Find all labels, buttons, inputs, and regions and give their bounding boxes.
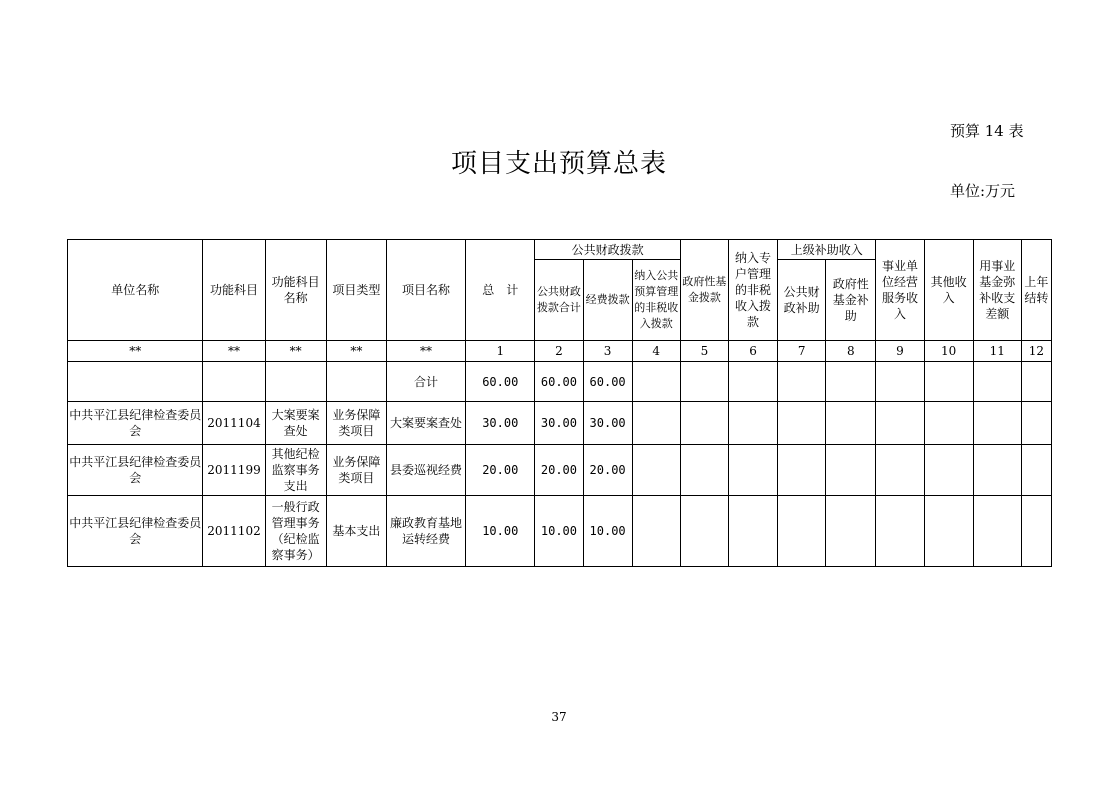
col-header-non-tax-into-budget: 纳入公共预算管理的非税收入拨款 <box>632 260 680 341</box>
funding-allot-cell: 10.00 <box>583 496 632 567</box>
empty-cell <box>728 402 777 445</box>
empty-cell <box>973 496 1021 567</box>
public-fin-subtotal-cell: 20.00 <box>535 445 583 496</box>
empty-cell <box>632 402 680 445</box>
col-header-project-name: 项目名称 <box>386 240 465 341</box>
code-cell: ** <box>265 341 326 362</box>
project-type-cell: 业务保障类项目 <box>326 445 386 496</box>
col-header-carryover: 上年结转 <box>1021 240 1051 341</box>
empty-cell <box>203 362 265 402</box>
empty-cell <box>1021 445 1051 496</box>
project-name-cell: 县委巡视经费 <box>386 445 465 496</box>
unit-name-cell: 中共平江县纪律检查委员会 <box>68 402 203 445</box>
col-header-public-fin-subtotal: 公共财政拨款合计 <box>535 260 583 341</box>
unit-name-cell: 中共平江县纪律检查委员会 <box>68 445 203 496</box>
code-cell: ** <box>386 341 465 362</box>
public-fin-subtotal-cell: 10.00 <box>535 496 583 567</box>
empty-cell <box>924 445 973 496</box>
code-cell: 1 <box>466 341 535 362</box>
empty-cell <box>326 362 386 402</box>
code-cell: 5 <box>680 341 728 362</box>
empty-cell <box>924 496 973 567</box>
table-row <box>68 496 1052 567</box>
func-code-cell: 2011104 <box>203 402 265 445</box>
empty-cell <box>680 362 728 402</box>
func-code-cell: 2011102 <box>203 496 265 567</box>
col-header-business-income: 事业单位经营服务收入 <box>876 240 924 341</box>
col-header-fund-balance: 用事业基金弥补收支差额 <box>973 240 1021 341</box>
col-header-superior-group: 上级补助收入 <box>778 240 876 260</box>
empty-cell <box>778 445 826 496</box>
project-type-cell: 业务保障类项目 <box>326 402 386 445</box>
empty-cell <box>728 445 777 496</box>
col-header-func-code: 功能科目 <box>203 240 265 341</box>
empty-cell <box>680 445 728 496</box>
empty-cell <box>632 362 680 402</box>
project-name-cell: 廉政教育基地运转经费 <box>386 496 465 567</box>
col-header-total: 总 计 <box>466 240 535 341</box>
col-header-gov-fund: 政府性基金拨款 <box>680 240 728 341</box>
code-cell: ** <box>203 341 265 362</box>
col-header-public-fin-group: 公共财政拨款 <box>535 240 680 260</box>
code-cell: ** <box>68 341 203 362</box>
code-cell: 11 <box>973 341 1021 362</box>
total-public-fin-subtotal: 60.00 <box>535 362 583 402</box>
empty-cell <box>924 402 973 445</box>
code-cell: 9 <box>876 341 924 362</box>
func-code-cell: 2011199 <box>203 445 265 496</box>
project-name-cell: 大案要案查处 <box>386 402 465 445</box>
page-title: 项目支出预算总表 <box>450 149 667 179</box>
code-cell: 8 <box>826 341 876 362</box>
empty-cell <box>826 402 876 445</box>
col-header-gov-fund-subsidy: 政府性基金补助 <box>826 260 876 341</box>
empty-cell <box>973 362 1021 402</box>
col-header-unit-name: 单位名称 <box>68 240 203 341</box>
col-header-func-name: 功能科目名称 <box>265 240 326 341</box>
total-cell: 30.00 <box>466 402 535 445</box>
budget-table <box>67 239 1052 567</box>
total-label: 合计 <box>386 362 465 402</box>
empty-cell <box>826 496 876 567</box>
code-cell: 2 <box>535 341 583 362</box>
code-cell: 12 <box>1021 341 1051 362</box>
table-row <box>68 445 1052 496</box>
empty-cell <box>680 496 728 567</box>
table-number: 预算 14 表 <box>950 122 1024 140</box>
empty-cell <box>973 445 1021 496</box>
empty-cell <box>973 402 1021 445</box>
empty-cell <box>924 362 973 402</box>
code-cell: ** <box>326 341 386 362</box>
public-fin-subtotal-cell: 30.00 <box>535 402 583 445</box>
funding-allot-cell: 30.00 <box>583 402 632 445</box>
unit-label: 单位:万元 <box>950 182 1016 200</box>
empty-cell <box>728 362 777 402</box>
empty-cell <box>826 362 876 402</box>
code-cell: 6 <box>728 341 777 362</box>
col-header-special-non-tax: 纳入专户管理的非税收入拨款 <box>728 240 777 341</box>
code-cell: 3 <box>583 341 632 362</box>
empty-cell <box>632 445 680 496</box>
code-row <box>68 341 1052 362</box>
func-name-cell: 大案要案查处 <box>265 402 326 445</box>
col-header-other-income: 其他收入 <box>924 240 973 341</box>
total-row <box>68 362 1052 402</box>
total-cell: 10.00 <box>466 496 535 567</box>
empty-cell <box>68 362 203 402</box>
empty-cell <box>680 402 728 445</box>
empty-cell <box>876 402 924 445</box>
empty-cell <box>265 362 326 402</box>
total-funding-allot: 60.00 <box>583 362 632 402</box>
page-number: 37 <box>551 710 567 724</box>
empty-cell <box>778 496 826 567</box>
func-name-cell: 其他纪检监察事务支出 <box>265 445 326 496</box>
code-cell: 4 <box>632 341 680 362</box>
code-cell: 7 <box>778 341 826 362</box>
empty-cell <box>778 362 826 402</box>
empty-cell <box>728 496 777 567</box>
col-header-public-fin-subsidy: 公共财政补助 <box>778 260 826 341</box>
col-header-project-type: 项目类型 <box>326 240 386 341</box>
empty-cell <box>632 496 680 567</box>
col-header-funding-allot: 经费拨款 <box>583 260 632 341</box>
empty-cell <box>1021 496 1051 567</box>
empty-cell <box>876 496 924 567</box>
empty-cell <box>1021 402 1051 445</box>
total-cell: 20.00 <box>466 445 535 496</box>
empty-cell <box>826 445 876 496</box>
empty-cell <box>876 362 924 402</box>
empty-cell <box>876 445 924 496</box>
total-amount: 60.00 <box>466 362 535 402</box>
empty-cell <box>778 402 826 445</box>
project-type-cell: 基本支出 <box>326 496 386 567</box>
empty-cell <box>1021 362 1051 402</box>
func-name-cell: 一般行政管理事务（纪检监察事务） <box>265 496 326 567</box>
code-cell: 10 <box>924 341 973 362</box>
table-row <box>68 402 1052 445</box>
unit-name-cell: 中共平江县纪律检查委员会 <box>68 496 203 567</box>
funding-allot-cell: 20.00 <box>583 445 632 496</box>
